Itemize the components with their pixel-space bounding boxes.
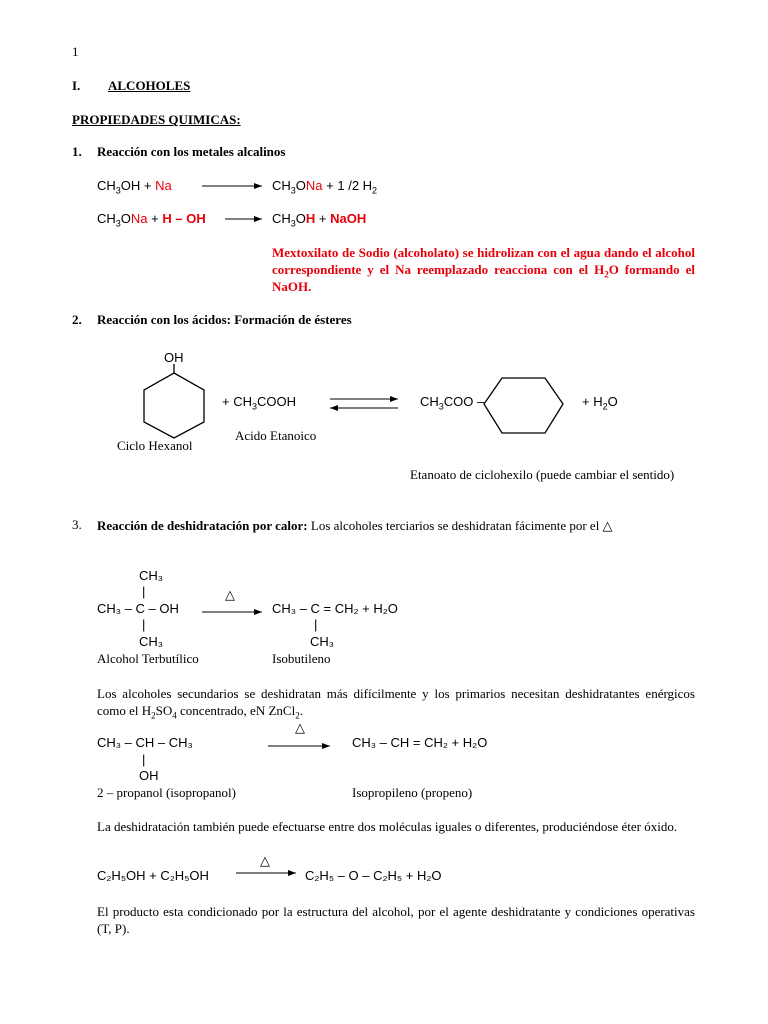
para-ether: La deshidratación también puede efectuarse entre dos moléculas iguales o diferentes, produciéndose éter óxido. (97, 819, 678, 834)
tb-ch3-top: CH₃ (139, 568, 164, 583)
propanol-bond: | (142, 752, 146, 767)
r3-paragraph: Reacción de deshidratación por calor: Los alcoholes terciarios se deshidratan fácimente por el △ (97, 518, 613, 533)
propene-main: CH₃ – CH = CH₂ + H₂O (352, 735, 488, 750)
ether-lhs: C₂H₅OH + C₂H₅OH (97, 868, 209, 883)
para-conditions: El producto esta condicionado por la estructura del alcohol, por el agente deshidratante y condiciones operativas (T, P). (97, 904, 695, 936)
page-number: 1 (72, 44, 79, 59)
r2-heading: Reacción con los ácidos: Formación de ésteres (97, 312, 352, 327)
tb-bond-bottom: | (142, 617, 146, 632)
iso-ch3-bottom: CH₃ (310, 634, 335, 649)
delta-1: △ (225, 587, 235, 602)
r1-line2-rhs: $CH_3OH$ + NaOH (272, 211, 367, 229)
propanol-name: 2 – propanol (isopropanol) (97, 785, 237, 800)
r3-number: 3. (72, 517, 82, 532)
ester-note: Etanoato de ciclohexilo (puede cambiar el sentido) (410, 467, 675, 482)
cyclohexanol-label: Ciclo Hexanol (117, 438, 193, 453)
r1-note: Mextoxilato de Sodio (alcoholato) se hidrolizan con el agua dando el alcohol correspondiente y el Na reemplazado reacciona con el $H_2O$ formando el NaOH. (272, 245, 695, 294)
section-title: ALCOHOLES (108, 78, 191, 93)
r1-line2-lhs: $CH_3ONa + H$ – OH (97, 211, 206, 229)
propene-name: Isopropileno (propeno) (352, 785, 473, 800)
propanol-oh: OH (139, 768, 159, 783)
r1-number: 1. (72, 144, 82, 159)
tb-name: Alcohol Terbutílico (97, 651, 199, 666)
cyclohexane-ring-left (144, 373, 204, 438)
iso-name: Isobutileno (272, 651, 331, 666)
section-number: I. (72, 78, 81, 93)
r1-line1-rhs: $CH_3ONa + 1$ /2 $H_2$ (272, 178, 378, 196)
delta-3: △ (260, 853, 270, 868)
iso-bond-bottom: | (314, 617, 318, 632)
ether-rhs: C₂H₅ – O – C₂H₅ + H₂O (305, 868, 442, 883)
r1-line1-lhs: $CH_3OH + Na$ (97, 178, 172, 196)
tb-main: CH₃ – C – OH (97, 601, 179, 616)
water-product: + $H_2O$ (582, 394, 618, 412)
ester-formula: $CH_3COO$ – (420, 394, 485, 412)
isobutylene-main: CH₃ – C = CH₂ + H₂O (272, 601, 398, 616)
cyclohexanol-oh: OH (164, 350, 184, 365)
subtitle: PROPIEDADES QUIMICAS: (72, 112, 241, 127)
acetic-acid-formula: + $CH_3COOH$ (222, 394, 296, 412)
para-secondary: Los alcoholes secundarios se deshidratan más difícilmente y los primarios necesitan deshidratantes enérgicos como el $H_2SO_4$ concentrado, eN ZnCl$_2$. (97, 686, 695, 721)
r1-heading: Reacción con los metales alcalinos (97, 144, 286, 159)
acetic-acid-label: Acido Etanoico (235, 428, 317, 443)
delta-2: △ (295, 720, 305, 735)
tb-bond-top: | (142, 584, 146, 599)
r2-number: 2. (72, 312, 82, 327)
tb-ch3-bottom: CH₃ (139, 634, 164, 649)
cyclohexane-ring-right (484, 378, 563, 433)
propanol-main: CH₃ – CH – CH₃ (97, 735, 193, 750)
